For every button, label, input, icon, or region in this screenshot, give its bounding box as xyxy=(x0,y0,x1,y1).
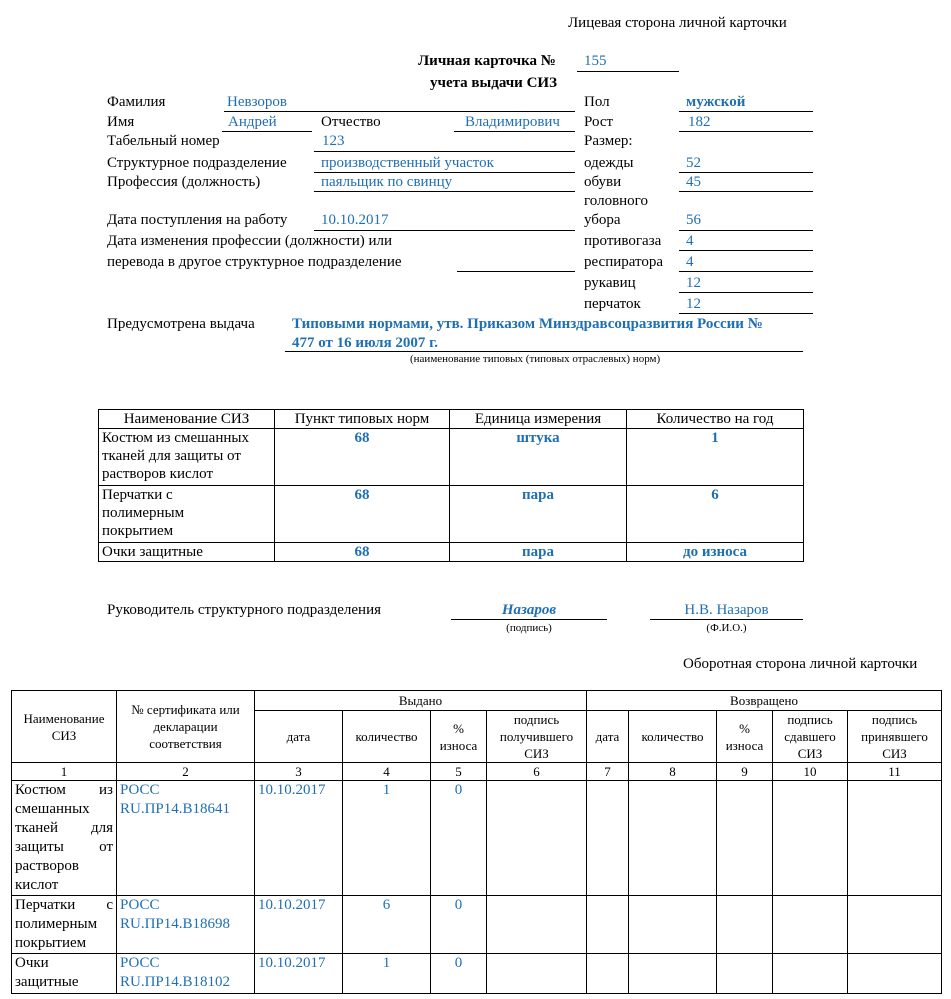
hire-date-value: 10.10.2017 xyxy=(321,212,389,228)
gloves-value: 12 xyxy=(686,296,701,312)
size-label: Размер: xyxy=(584,133,633,149)
issue-item-date: 10.10.2017 xyxy=(255,896,343,954)
height-label: Рост xyxy=(584,114,614,130)
table-row xyxy=(12,896,942,954)
column-number: 8 xyxy=(629,763,717,781)
norms-header-point: Пункт типовых норм xyxy=(275,410,450,429)
division-value: производственный участок xyxy=(321,155,494,171)
issue-header-wear: % износа xyxy=(431,711,487,763)
gloves-label: перчаток xyxy=(584,296,641,312)
norms-item-qty: 1 xyxy=(627,429,804,486)
norms-header-unit: Единица измерения xyxy=(450,410,627,429)
card-title: Личная карточка № xyxy=(418,53,556,69)
norms-header-qty: Количество на год xyxy=(627,410,804,429)
return-item-sign-accepted xyxy=(848,954,942,994)
profession-label: Профессия (должность) xyxy=(107,174,261,190)
column-number: 4 xyxy=(343,763,431,781)
gasmask-value: 4 xyxy=(686,233,694,249)
return-item-sign-accepted xyxy=(848,896,942,954)
shoes-value: 45 xyxy=(686,174,701,190)
column-number: 1 xyxy=(12,763,117,781)
issue-item-sign xyxy=(487,781,587,896)
issue-item-qty: 6 xyxy=(343,896,431,954)
table-row xyxy=(99,429,804,486)
norms-item-unit: пара xyxy=(450,543,627,562)
return-item-qty xyxy=(629,954,717,994)
column-number: 11 xyxy=(848,763,942,781)
norms-item-qty: 6 xyxy=(627,486,804,543)
issue-item-wear: 0 xyxy=(431,781,487,896)
profession-value: паяльщик по свинцу xyxy=(321,174,453,190)
clothes-value: 52 xyxy=(686,155,701,171)
signature-fio: Н.В. Назаров xyxy=(684,602,769,618)
headwear-label-2: убора xyxy=(584,212,621,228)
return-header-qty: количество xyxy=(629,711,717,763)
provision-line-2: 477 от 16 июля 2007 г. xyxy=(292,335,439,351)
issue-header-returned: Возвращено xyxy=(587,691,942,711)
issue-item-date: 10.10.2017 xyxy=(255,781,343,896)
norms-item-name: Костюм из смешанных тканей для защиты от растворов кислот xyxy=(99,429,275,486)
return-header-wear: % износа xyxy=(717,711,773,763)
table-row xyxy=(99,486,804,543)
table-row xyxy=(12,954,942,994)
patronymic-value: Владимирович xyxy=(465,114,560,130)
tab-number-label: Табельный номер xyxy=(107,133,220,149)
issue-item-cert: РОСС RU.ПР14.В18102 xyxy=(117,954,255,994)
norms-item-point: 68 xyxy=(275,486,450,543)
signature-fio-caption: (Ф.И.О.) xyxy=(706,622,747,634)
return-item-sign-returned xyxy=(773,954,848,994)
issue-item-name: Костюм из смешанных тканей для защиты от растворов кислот xyxy=(12,781,117,896)
issue-header-date: дата xyxy=(255,711,343,763)
patronymic-label: Отчество xyxy=(321,114,381,130)
issue-header-cert: № сертификата или декларации соответствия xyxy=(117,691,255,763)
return-item-sign-returned xyxy=(773,896,848,954)
return-item-date xyxy=(587,781,629,896)
tab-number-value: 123 xyxy=(322,133,345,149)
front-side-caption: Лицевая сторона личной карточки xyxy=(568,15,787,31)
name-value: Андрей xyxy=(228,114,277,130)
issue-item-name: Очки защитные xyxy=(12,954,117,994)
norms-header-name: Наименование СИЗ xyxy=(99,410,275,429)
respirator-value: 4 xyxy=(686,254,694,270)
change-label-1: Дата изменения профессии (должности) или xyxy=(107,233,393,249)
provision-label: Предусмотрена выдача xyxy=(107,316,255,332)
norms-table xyxy=(98,409,804,562)
issue-table xyxy=(11,690,942,994)
surname-value: Невзоров xyxy=(227,94,287,110)
return-item-qty xyxy=(629,781,717,896)
norms-item-name: Перчатки с полимерным покрытием xyxy=(99,486,275,543)
column-number: 5 xyxy=(431,763,487,781)
column-number: 7 xyxy=(587,763,629,781)
return-item-wear xyxy=(717,781,773,896)
norms-item-qty: до износа xyxy=(627,543,804,562)
height-value: 182 xyxy=(688,114,711,130)
issue-item-qty: 1 xyxy=(343,954,431,994)
issue-item-sign xyxy=(487,896,587,954)
return-header-sign-accepted: подпись принявшего СИЗ xyxy=(848,711,942,763)
issue-header-name: Наименование СИЗ xyxy=(12,691,117,763)
norms-item-unit: штука xyxy=(450,429,627,486)
signature-sign-caption: (подпись) xyxy=(506,622,552,634)
return-item-qty xyxy=(629,896,717,954)
back-side-caption: Оборотная сторона личной карточки xyxy=(683,656,918,672)
issue-item-cert: РОСС RU.ПР14.В18698 xyxy=(117,896,255,954)
return-item-date xyxy=(587,896,629,954)
column-number: 9 xyxy=(717,763,773,781)
table-row xyxy=(12,781,942,896)
issue-item-name: Перчатки с полимерным покрытием xyxy=(12,896,117,954)
provision-line-1: Типовыми нормами, утв. Приказом Минздравсоцразвития России № xyxy=(292,316,763,332)
return-item-wear xyxy=(717,954,773,994)
issue-item-cert: РОСС RU.ПР14.В18641 xyxy=(117,781,255,896)
mittens-label: рукавиц xyxy=(584,275,636,291)
gender-value: мужской xyxy=(686,94,746,110)
return-item-sign-returned xyxy=(773,781,848,896)
mittens-value: 12 xyxy=(686,275,701,291)
table-row xyxy=(99,543,804,562)
issue-item-sign xyxy=(487,954,587,994)
issue-item-wear: 0 xyxy=(431,954,487,994)
clothes-label: одежды xyxy=(584,155,634,171)
surname-label: Фамилия xyxy=(107,94,166,110)
issue-item-qty: 1 xyxy=(343,781,431,896)
gender-label: Пол xyxy=(584,94,610,110)
norms-item-name: Очки защитные xyxy=(99,543,275,562)
return-header-date: дата xyxy=(587,711,629,763)
return-header-sign-returned: подпись сдавшего СИЗ xyxy=(773,711,848,763)
column-number: 10 xyxy=(773,763,848,781)
norms-item-point: 68 xyxy=(275,429,450,486)
division-label: Структурное подразделение xyxy=(107,155,287,171)
norms-item-point: 68 xyxy=(275,543,450,562)
name-label: Имя xyxy=(107,114,135,130)
signature-label: Руководитель структурного подразделения xyxy=(107,602,381,618)
issue-header-sign-received: подпись получившего СИЗ xyxy=(487,711,587,763)
return-item-wear xyxy=(717,896,773,954)
respirator-label: респиратора xyxy=(584,254,664,270)
change-label-2: перевода в другое структурное подразделение xyxy=(107,254,402,270)
column-number: 6 xyxy=(487,763,587,781)
card-number: 155 xyxy=(584,53,607,69)
headwear-value: 56 xyxy=(686,212,701,228)
issue-item-date: 10.10.2017 xyxy=(255,954,343,994)
column-number: 3 xyxy=(255,763,343,781)
hire-date-label: Дата поступления на работу xyxy=(107,212,288,228)
card-subtitle: учета выдачи СИЗ xyxy=(430,75,557,91)
shoes-label: обуви xyxy=(584,174,622,190)
norms-item-unit: пара xyxy=(450,486,627,543)
headwear-label-1: головного xyxy=(584,193,648,209)
return-item-date xyxy=(587,954,629,994)
column-number: 2 xyxy=(117,763,255,781)
issue-header-qty: количество xyxy=(343,711,431,763)
signature-sign: Назаров xyxy=(501,602,557,618)
return-item-sign-accepted xyxy=(848,781,942,896)
issue-item-wear: 0 xyxy=(431,896,487,954)
gasmask-label: противогаза xyxy=(584,233,662,249)
issue-header-issued: Выдано xyxy=(255,691,587,711)
provision-caption: (наименование типовых (типовых отраслевых) норм) xyxy=(410,353,661,365)
